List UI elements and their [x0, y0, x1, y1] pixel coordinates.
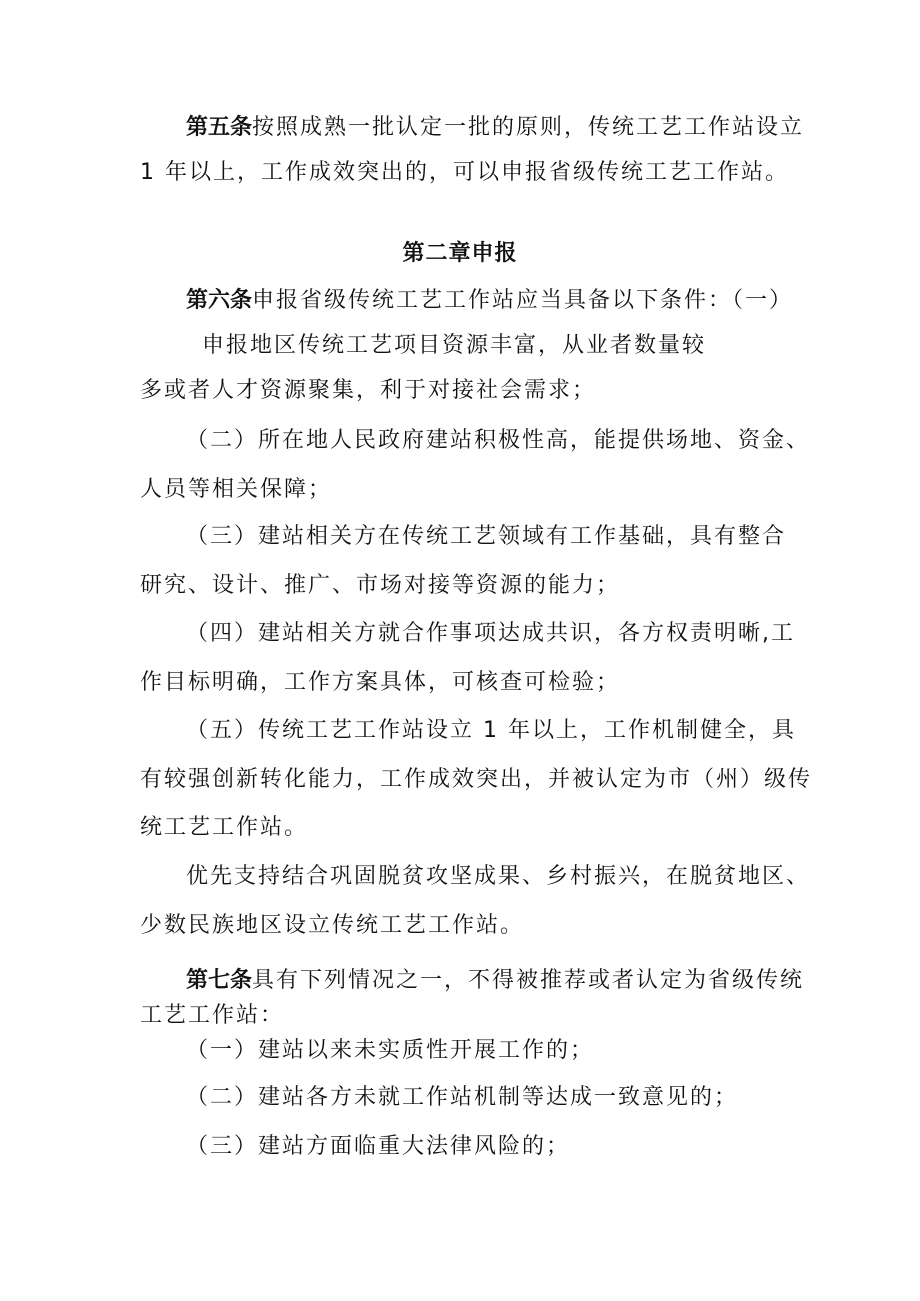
article-5-title: 第五条 [186, 115, 253, 140]
article-6-text-1: 申报省级传统工艺工作站应当具备以下条件：（一） [252, 288, 794, 313]
article-6-item-2-line-2: 人员等相关保障； [140, 477, 333, 502]
article-6-line-2: 申报地区传统工艺项目资源丰富，从业者数量较 [202, 333, 707, 358]
article-6-item-4-line-2: 作目标明确，工作方案具体，可核查可检验； [140, 670, 621, 695]
article-5-line-1 [186, 113, 804, 143]
article-6-item-3-line-1: （三）建站相关方在传统工艺领域有工作基础，具有整合 [186, 524, 787, 549]
article-6-title: 第六条 [186, 288, 253, 313]
article-6-item-5-line-3: 统工艺工作站。 [140, 815, 309, 840]
article-6-priority-line-2: 少数民族地区设立传统工艺工作站。 [140, 913, 525, 938]
article-7-line-2: 工艺工作站： [140, 1003, 285, 1028]
article-5-line-2: 1 年以上，工作成效突出的，可以申报省级传统工艺工作站。 [140, 160, 789, 185]
article-7-title: 第七条 [186, 968, 253, 993]
article-7-item-1: （一）建站以来未实质性开展工作的； [186, 1038, 595, 1063]
article-6-item-4-line-1: （四）建站相关方就合作事项达成共识，各方权责明晰,工 [186, 621, 795, 646]
article-6-item-5-line-1: （五）传统工艺工作站设立 1 年以上，工作机制健全，具 [186, 718, 796, 743]
article-6-line-1 [186, 286, 793, 316]
article-5-text-1: 按照成熟一批认定一批的原则，传统工艺工作站设立 [252, 115, 805, 140]
article-6-line-3: 多或者人才资源聚集，利于对接社会需求； [140, 378, 597, 403]
article-7-text-1: 具有下列情况之一，不得被推荐或者认定为省级传统 [252, 968, 805, 993]
article-6-item-5-line-2: 有较强创新转化能力，工作成效突出，并被认定为市（州）级传 [140, 767, 813, 792]
article-6-priority-line-1: 优先支持结合巩固脱贫攻坚成果、乡村振兴，在脱贫地区、 [186, 864, 811, 889]
article-6-item-3-line-2: 研究、设计、推广、市场对接等资源的能力； [140, 573, 621, 598]
article-6-item-2-line-1: （二）所在地人民政府建站积极性高，能提供场地、资金、 [186, 428, 811, 453]
article-7-line-1 [186, 966, 804, 996]
chapter-2-heading: 第二章申报 [402, 241, 518, 266]
article-7-item-2: （二）建站各方未就工作站机制等达成一致意见的； [186, 1085, 739, 1110]
article-7-item-3: （三）建站方面临重大法律风险的； [186, 1134, 571, 1159]
